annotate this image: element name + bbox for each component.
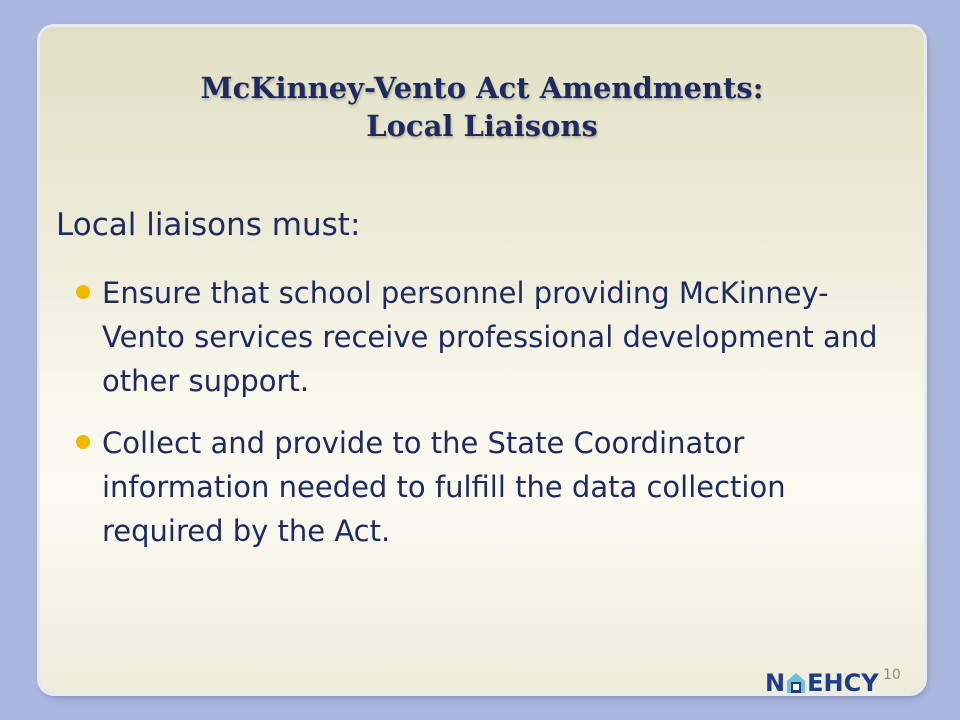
- bullet-item: [76, 271, 906, 403]
- bullet-text: Ensure that school personnel providing McKinney-Vento services receive professional development and other support.: [102, 276, 878, 398]
- bullet-dot-icon: [76, 285, 90, 299]
- house-icon: [786, 672, 806, 694]
- bullet-item: [76, 421, 906, 553]
- page-number: 10: [883, 667, 901, 683]
- slide-panel: [40, 27, 924, 697]
- slide-title-line-2: Local Liaisons: [366, 109, 598, 143]
- logo-text-right: EHCY: [807, 669, 879, 697]
- intro-text: Local liaisons must:: [56, 207, 361, 243]
- bullet-text: Collect and provide to the State Coordinator information needed to fulfill the data collection required by the Act.: [102, 426, 786, 548]
- nchey-logo: [765, 669, 879, 697]
- bullet-dot-icon: [76, 435, 90, 449]
- slide-title-line-1: McKinney-Vento Act Amendments:: [200, 71, 764, 105]
- bullet-list: [76, 271, 906, 571]
- slide-title: [40, 69, 924, 145]
- logo-text-left: N: [765, 669, 786, 697]
